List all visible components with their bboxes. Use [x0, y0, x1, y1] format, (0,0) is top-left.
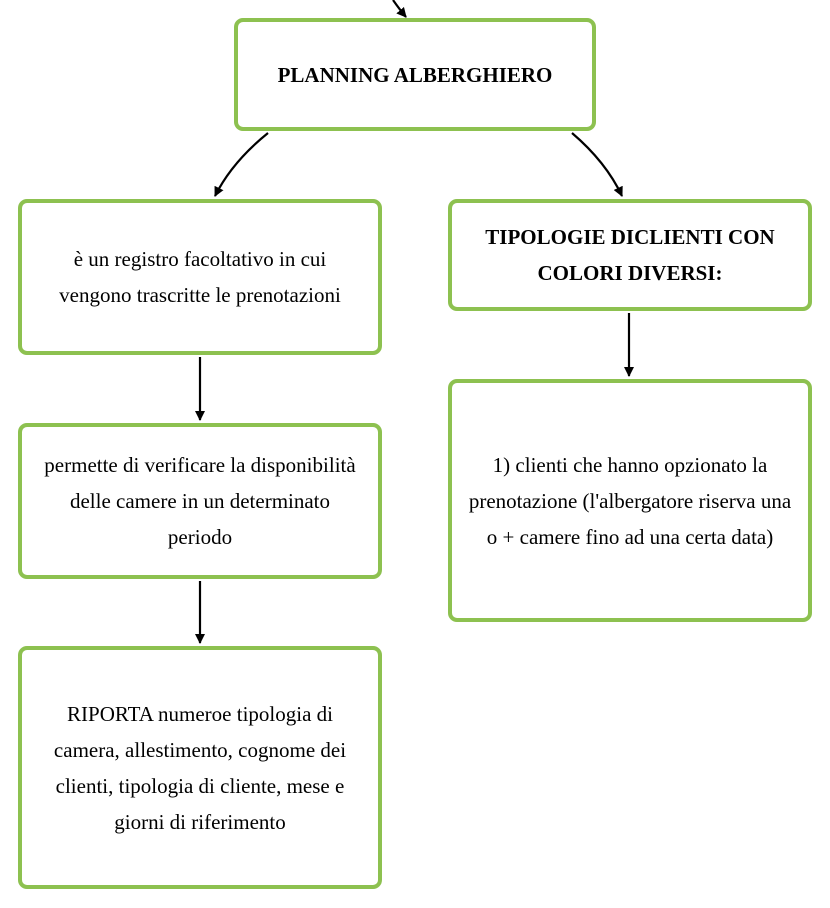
node-planning-alberghiero	[234, 18, 596, 131]
arrow-root-to-client-types	[572, 133, 622, 196]
arrow-into-root	[393, 0, 406, 17]
node-optioned-clients-label: 1) clienti che hanno opzionato la prenotazione (l'albergatore riserva una o + camere fino ad una certa data)	[468, 452, 792, 549]
node-client-types-label: TIPOLOGIE DICLIENTI CON COLORI DIVERSI:	[485, 225, 775, 285]
node-client-types	[448, 199, 812, 311]
node-verify-availability-label: permette di verificare la disponibilità delle camere in un determinato periodo	[44, 453, 356, 549]
node-reports	[18, 646, 382, 889]
node-optioned-clients	[448, 379, 812, 622]
node-definition-label: è un registro facoltativo in cui vengono trascritte le prenotazioni	[59, 247, 341, 307]
node-planning-alberghiero-label: PLANNING ALBERGHIERO	[277, 62, 553, 87]
node-definition	[18, 199, 382, 355]
node-reports-label: RIPORTA numeroe tipologia di camera, allestimento, cognome dei clienti, tipologia di cliente, mese e giorni di riferimento	[53, 701, 347, 834]
arrow-root-to-definition	[215, 133, 268, 196]
node-verify-availability	[18, 423, 382, 579]
